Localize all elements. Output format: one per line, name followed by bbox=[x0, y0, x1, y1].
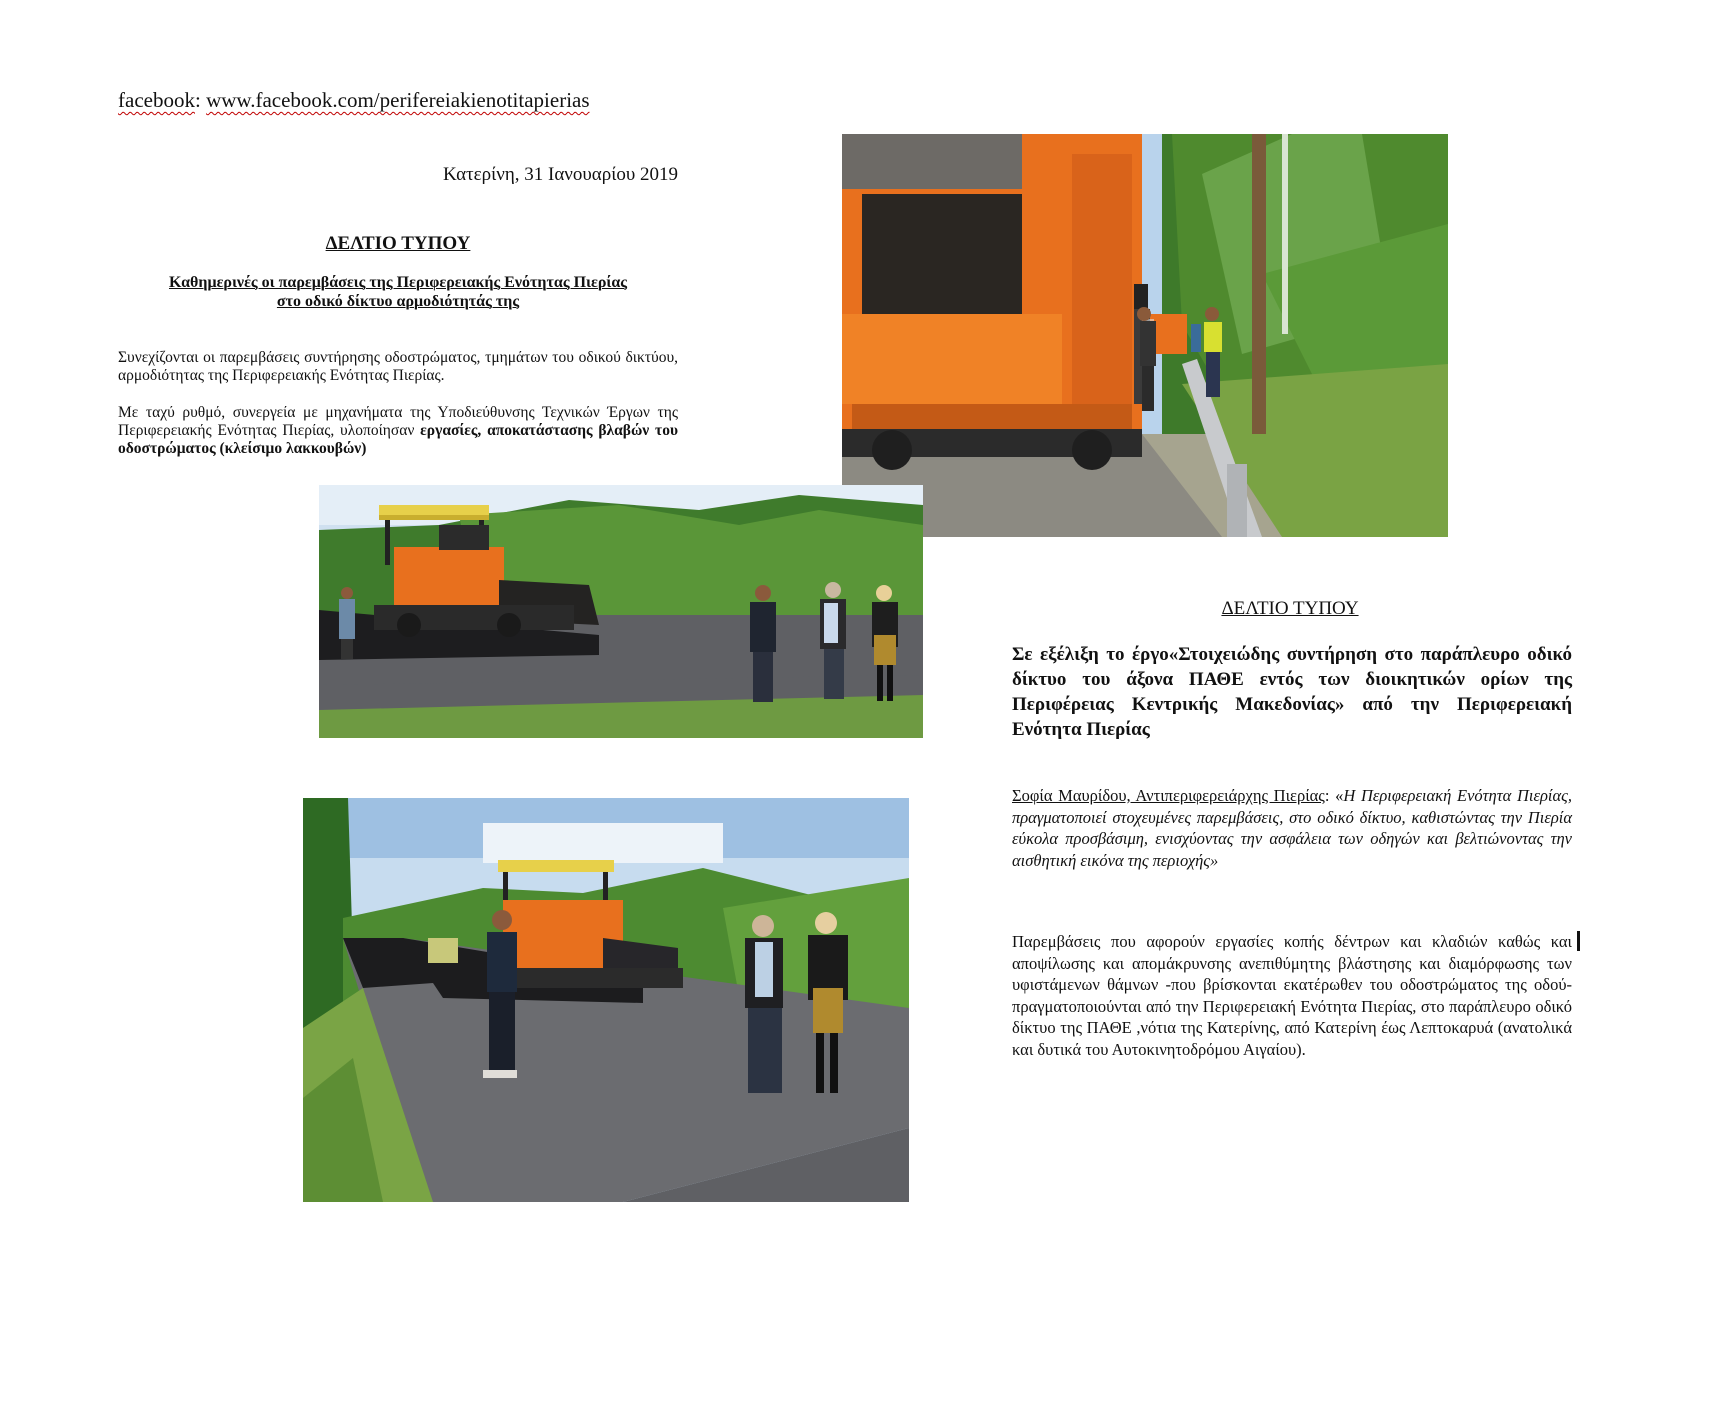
photo-paver-officials-foreground bbox=[303, 798, 909, 1202]
photo-garbage-truck-vegetation-clearing bbox=[842, 134, 1448, 537]
subtitle-line-2: στο οδικό δίκτυο αρμοδιότητάς της bbox=[276, 293, 520, 310]
right-press-release-heading: ΔΕΛΤΙΟ ΤΥΠΟΥ bbox=[1221, 598, 1359, 619]
quote-speaker: Σοφία Μαυρίδου, Αντιπεριφερειάρχης Πιερίας bbox=[1012, 786, 1325, 805]
right-body-paragraph: Παρεμβάσεις που αφορούν εργασίες κοπής δέντρων και κλαδιών καθώς και αποψίλωσης και απομάκρυνσης ανεπιθύμητης βλάστησης και διαμόρφωσης των υφιστάμενων θάμνων -που βρίσκονται εκατέρωθεν του οδοστρώματος της οδού- πραγματοποιούνται από την Περιφερειακή Ενότητα Πιερίας, στο παράπλευρο οδικό δίκτυο της ΠΑΘΕ ,νότια της Κατερίνης, από Κατερίνη έως Λεπτοκαρυά (ανατολικά και δυτικά του Αυτοκινητοδρόμου Αιγαίου). bbox=[1012, 932, 1572, 1059]
subtitle-line-1: Καθημερινές οι παρεμβάσεις της Περιφερειακής Ενότητας Πιερίας bbox=[168, 274, 628, 291]
photo-asphalt-paver-road bbox=[319, 485, 923, 738]
facebook-url-link[interactable]: www.facebook.com/perifereiakienotitapierias bbox=[206, 88, 590, 112]
body-paragraph-2 bbox=[118, 404, 678, 457]
press-release-subtitle bbox=[118, 273, 678, 311]
quote-colon: : « bbox=[1324, 786, 1344, 805]
right-press-release-subtitle: Σε εξέλιξη το έργο«Στοιχειώδης συντήρηση στο παράπλευρο οδικό δίκτυο του άξονα ΠΑΘΕ εντός των διοικητικών ορίων της Περιφέρειας Κεντρικής Μακεδονίας» από την Περιφερειακή Ενότητα Πιερίας bbox=[1012, 644, 1572, 740]
text-cursor bbox=[1577, 931, 1580, 951]
facebook-link-line bbox=[118, 88, 590, 113]
facebook-label: facebook bbox=[118, 88, 195, 112]
official-quote bbox=[1012, 785, 1572, 871]
quote-text: Η Περιφερειακή Ενότητα Πιερίας, πραγματοποιεί στοχευμένες παρεμβάσεις, στο οδικό δίκτυο, καθιστώντας την Πιερία εύκολα προσβάσιμη, ενισχύοντας την ασφάλεια των οδηγών και βελτιώνοντας την αισθητική εικόνα της περιοχής» bbox=[1012, 786, 1572, 870]
facebook-colon: : bbox=[194, 88, 207, 112]
paragraph-2-bold-text: εργασίες, αποκατάστασης βλαβών του οδοστρώματος (κλείσιμο λακκουβών) bbox=[118, 422, 678, 457]
paragraph-2-text: Με ταχύ ρυθμό, συνεργεία με μηχανήματα της Υποδιεύθυνσης Τεχνικών Έργων της Περιφερειακής Ενότητας Πιερίας, υλοποίησαν bbox=[118, 404, 678, 439]
body-paragraph-1: Συνεχίζονται οι παρεμβάσεις συντήρησης οδοστρώματος, τμημάτων του οδικού δικτύου, αρμοδιότητας της Περιφερειακής Ενότητας Πιερίας. bbox=[118, 349, 678, 384]
press-release-date: Κατερίνη, 31 Ιανουαρίου 2019 bbox=[443, 164, 678, 185]
press-release-heading: ΔΕΛΤΙΟ ΤΥΠΟΥ bbox=[325, 233, 471, 254]
